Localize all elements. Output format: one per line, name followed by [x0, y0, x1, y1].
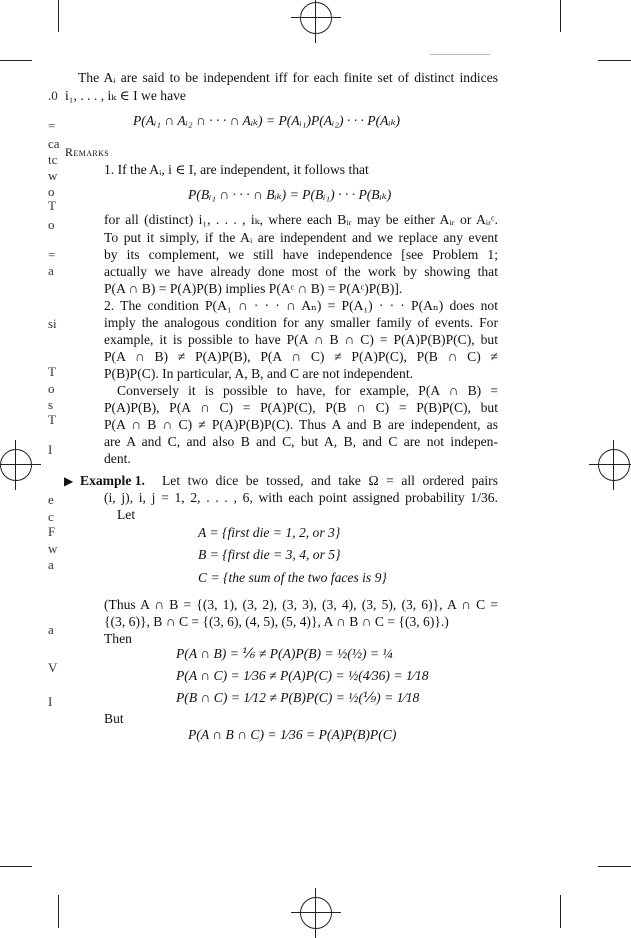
- margin-fragment: w: [48, 541, 58, 556]
- final-equation: P(A ∩ B ∩ C) = 1⁄36 = P(A)P(B)P(C): [188, 727, 397, 742]
- remark-line: P(A ∩ B) ≠ P(A)P(B), P(A ∩ C) ≠ P(A)P(C), P(B ∩ C) ≠: [104, 349, 498, 364]
- header-rule: [430, 54, 490, 55]
- margin-fragment: si: [48, 316, 57, 331]
- margin-fragment: I: [48, 442, 53, 457]
- remark-equation: P(Bᵢ₁ ∩ · · · ∩ Bᵢₖ) = P(Bᵢ₁) · · · P(Bᵢₖ): [188, 187, 392, 202]
- example-then: Then: [104, 631, 132, 646]
- margin-fragment: a: [48, 557, 54, 572]
- definition-equation: B = {first die = 3, 4, or 5}: [198, 547, 341, 562]
- example-line: {(3, 6)}, B ∩ C = {(3, 6), (4, 5), (5, 4)}, A ∩ B ∩ C = {(3, 6)}.): [104, 614, 449, 629]
- example-line: (Thus A ∩ B = {(3, 1), (3, 2), (3, 3), (3, 4), (3, 5), (3, 6)}, A ∩ C =: [104, 597, 498, 612]
- margin-fragment: c: [48, 509, 54, 524]
- margin-fragment: e: [48, 492, 54, 507]
- crop-mark-top-left-h: [0, 60, 32, 61]
- margin-fragment: V: [48, 660, 58, 675]
- remark-line: P(B)P(C). In particular, A, B, and C are not independent.: [104, 366, 414, 381]
- crop-mark-top-right-h: [598, 60, 631, 61]
- registration-mark-top: [300, 2, 332, 34]
- margin-fragment: w: [48, 168, 58, 183]
- remark-line: 2. The condition P(A₁ ∩ · · · ∩ Aₙ) = P(A₁) · · · P(Aₙ) does not: [104, 298, 498, 313]
- example-line: Let two dice be tossed, and take Ω = all ordered pairs: [162, 473, 498, 488]
- remark-line: are A and C, and also B and C, but A, B, and C are not indepen-: [104, 434, 498, 449]
- definition-equation: C = {the sum of the two faces is 9}: [198, 570, 387, 585]
- margin-fragment: o: [48, 381, 55, 396]
- remark-line: imply the analogous condition for any smaller family of events. For: [104, 315, 498, 330]
- remark-line: Conversely it is possible to have, for example, P(A ∩ B) =: [117, 383, 498, 398]
- example-marker-icon: ▶: [64, 474, 74, 488]
- crop-mark-top-right: [560, 0, 561, 32]
- crop-mark-top-left: [58, 0, 59, 32]
- margin-fragment: ca: [48, 136, 60, 151]
- crop-mark-bottom-right-h: [598, 866, 631, 867]
- remark-line: To put it simply, if the Aᵢ are independent and we replace any event: [104, 230, 498, 245]
- margin-fragment: T: [48, 364, 56, 379]
- result-equation: P(A ∩ C) = 1⁄36 ≠ P(A)P(C) = ½(4⁄36) = 1⁄18: [176, 668, 429, 683]
- result-equation: P(B ∩ C) = 1⁄12 ≠ P(B)P(C) = ½(⅑) = 1⁄18: [176, 690, 420, 705]
- remark-line: by its complement, we still have independence [see Problem 1;: [104, 247, 498, 262]
- margin-fragment: o: [48, 184, 55, 199]
- crop-mark-bottom-left: [58, 895, 59, 928]
- remark-line: P(A)P(B), P(A ∩ C) = P(A)P(C), P(B ∩ C) = P(B)P(C), but: [104, 400, 498, 415]
- remark-line: actually we have already done most of the work by showing that: [104, 264, 498, 279]
- example-but: But: [104, 711, 124, 726]
- registration-mark-left: [0, 449, 32, 481]
- remark-line: dent.: [104, 451, 131, 466]
- remark-line: 1. If the Aᵢ, i ∈ I, are independent, it follows that: [104, 162, 369, 177]
- margin-fragment: I: [48, 694, 53, 709]
- margin-fragment: a: [48, 263, 54, 278]
- example-line: (i, j), i, j = 1, 2, . . . , 6, with each point assigned probability 1/36.: [104, 490, 498, 505]
- margin-fragment: T: [48, 198, 56, 213]
- definition-equation: A = {first die = 1, 2, or 3}: [198, 525, 341, 540]
- margin-fragment: o: [48, 217, 55, 232]
- registration-mark-bottom: [300, 897, 332, 929]
- margin-fragment: tc: [48, 152, 58, 167]
- remark-line: example, it is possible to have P(A ∩ B ∩ C) = P(A)P(B)P(C), but: [104, 332, 498, 347]
- intro-line: i₁, . . . , iₖ ∈ I we have: [65, 88, 186, 103]
- registration-mark-right: [598, 449, 630, 481]
- example-label: Example 1.: [80, 473, 145, 488]
- margin-fragment: a: [48, 622, 54, 637]
- independence-equation: P(Aᵢ₁ ∩ Aᵢ₂ ∩ · · · ∩ Aᵢₖ) = P(Aᵢ₁)P(Aᵢ₂) · · · P(Aᵢₖ): [133, 113, 401, 128]
- crop-mark-bottom-right: [560, 895, 561, 928]
- margin-fragment: T: [48, 412, 56, 427]
- remark-line: P(A ∩ B ∩ C) ≠ P(A)P(B)P(C). Thus A and B are independent, as: [104, 417, 498, 432]
- crop-mark-bottom-left-h: [0, 866, 32, 867]
- remark-line: for all (distinct) i₁, . . . , iₖ, where each Bᵢᵣ may be either Aᵢᵣ or Aᵢᵣᶜ.: [104, 212, 498, 227]
- margin-fragment: =: [48, 247, 56, 262]
- margin-fragment: s: [48, 397, 54, 412]
- margin-fragment: .0: [48, 88, 58, 103]
- intro-line: The Aᵢ are said to be independent iff for each finite set of distinct indices: [78, 70, 498, 85]
- remark-line: P(A ∩ B) = P(A)P(B) implies P(Aᶜ ∩ B) = P(Aᶜ)P(B)].: [104, 281, 403, 296]
- margin-fragment: =: [48, 118, 56, 133]
- remarks-heading: Remarks: [65, 145, 110, 159]
- margin-fragment: F: [48, 524, 56, 539]
- result-equation: P(A ∩ B) = ⅙ ≠ P(A)P(B) = ½(½) = ¼: [176, 646, 393, 661]
- example-let: Let: [117, 507, 136, 522]
